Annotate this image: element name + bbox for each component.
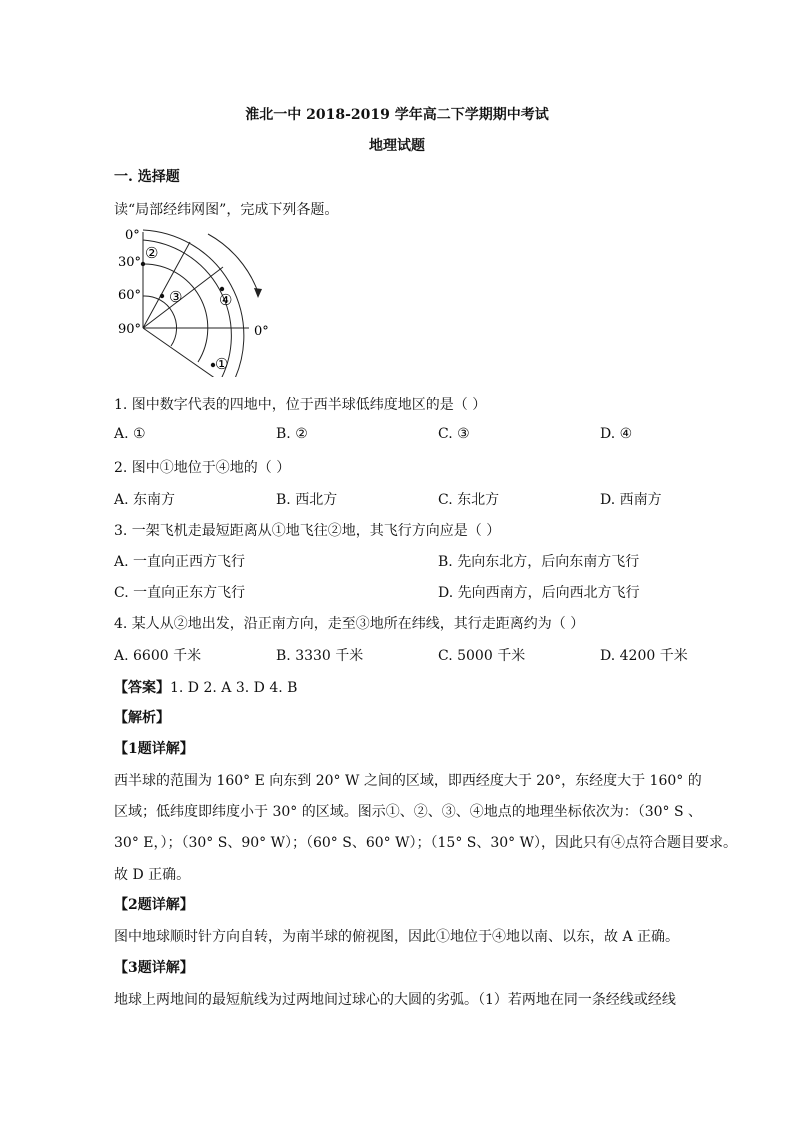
label-0-right: 0° [254, 324, 269, 339]
q1-option-d: D. ④ [600, 426, 633, 442]
label-0-top: 0° [125, 228, 140, 243]
answer-label: 【答案】 [114, 680, 170, 696]
label-90: 90° [118, 322, 142, 337]
label-60: 60° [118, 288, 142, 303]
marker-2: ② [145, 244, 159, 262]
q2-option-d: D. 西南方 [600, 492, 662, 508]
detail-1-line: 西半球的范围为 160° E 向东到 20° W 之间的区域，即西经度大于 20°，东经度大于 160° 的 [114, 773, 702, 789]
marker-3: ③ [169, 288, 183, 306]
q2-option-b: B. 西北方 [276, 492, 338, 508]
q4-option-b: B. 3330 千米 [276, 648, 364, 664]
detail-1-line: 故 D 正确。 [114, 867, 191, 883]
q3-option-c: C. 一直向正东方飞行 [114, 585, 246, 601]
page-title: 淮北一中 2018-2019 学年高二下学期期中考试 [245, 107, 549, 123]
point-2 [141, 262, 145, 266]
q3-option-d: D. 先向西南方，后向西北方飞行 [438, 585, 640, 601]
question-2-stem: 2. 图中①地位于④地的（ ） [114, 460, 291, 476]
analysis-label: 【解析】 [114, 710, 170, 726]
detail-1-heading: 【1题详解】 [114, 741, 194, 757]
answer-value: 1. D 2. A 3. D 4. B [170, 680, 298, 696]
latlong-figure [108, 222, 280, 377]
q1-option-a: A. ① [114, 426, 146, 442]
detail-3-heading: 【3题详解】 [114, 960, 194, 976]
q3-option-b: B. 先向东北方，后向东南方飞行 [438, 554, 640, 570]
question-3-stem: 3. 一架飞机走最短距离从①地飞往②地，其飞行方向应是（ ） [114, 523, 501, 539]
marker-4: ④ [219, 291, 233, 309]
detail-1-line: 30° E，）；（30° S、90° W）；（60° S、60° W）；（15° S、30° W），因此只有④点符合题目要求。 [114, 835, 738, 851]
intro-text: 读“局部经纬网图”，完成下列各题。 [114, 202, 339, 218]
q4-option-a: A. 6600 千米 [114, 648, 202, 664]
q2-option-c: C. 东北方 [438, 492, 500, 508]
detail-1-line: 区域；低纬度即纬度小于 30° 的区域。图示①、②、③、④地点的地理坐标依次为：（30° S 、 [114, 804, 703, 820]
point-3 [160, 294, 164, 298]
marker-1: ① [215, 355, 229, 373]
section-heading: 一. 选择题 [114, 169, 180, 185]
detail-3-line: 地球上两地间的最短航线为过两地间过球心的大圆的劣弧。（1）若两地在同一条经线或经线 [114, 992, 676, 1008]
question-4-stem: 4. 某人从②地出发，沿正南方向，走至③地所在纬线，其行走距离约为（ ） [114, 616, 585, 632]
question-1-stem: 1. 图中数字代表的四地中，位于西半球低纬度地区的是（ ） [114, 397, 487, 413]
page-subtitle: 地理试题 [369, 138, 425, 154]
answer-row [114, 677, 297, 697]
q1-option-b: B. ② [276, 426, 308, 442]
detail-2-heading: 【2题详解】 [114, 897, 194, 913]
label-30: 30° [118, 255, 142, 270]
detail-2-line: 图中地球顺时针方向自转，为南半球的俯视图，因此①地位于④地以南、以东，故 A 正确。 [114, 929, 680, 945]
q4-option-d: D. 4200 千米 [600, 648, 688, 664]
rotation-arrow-head [254, 288, 262, 298]
q1-option-c: C. ③ [438, 426, 470, 442]
q4-option-c: C. 5000 千米 [438, 648, 526, 664]
q2-option-a: A. 东南方 [114, 492, 176, 508]
latitude-arc-30 [143, 264, 208, 362]
q3-option-a: A. 一直向正西方飞行 [114, 554, 246, 570]
